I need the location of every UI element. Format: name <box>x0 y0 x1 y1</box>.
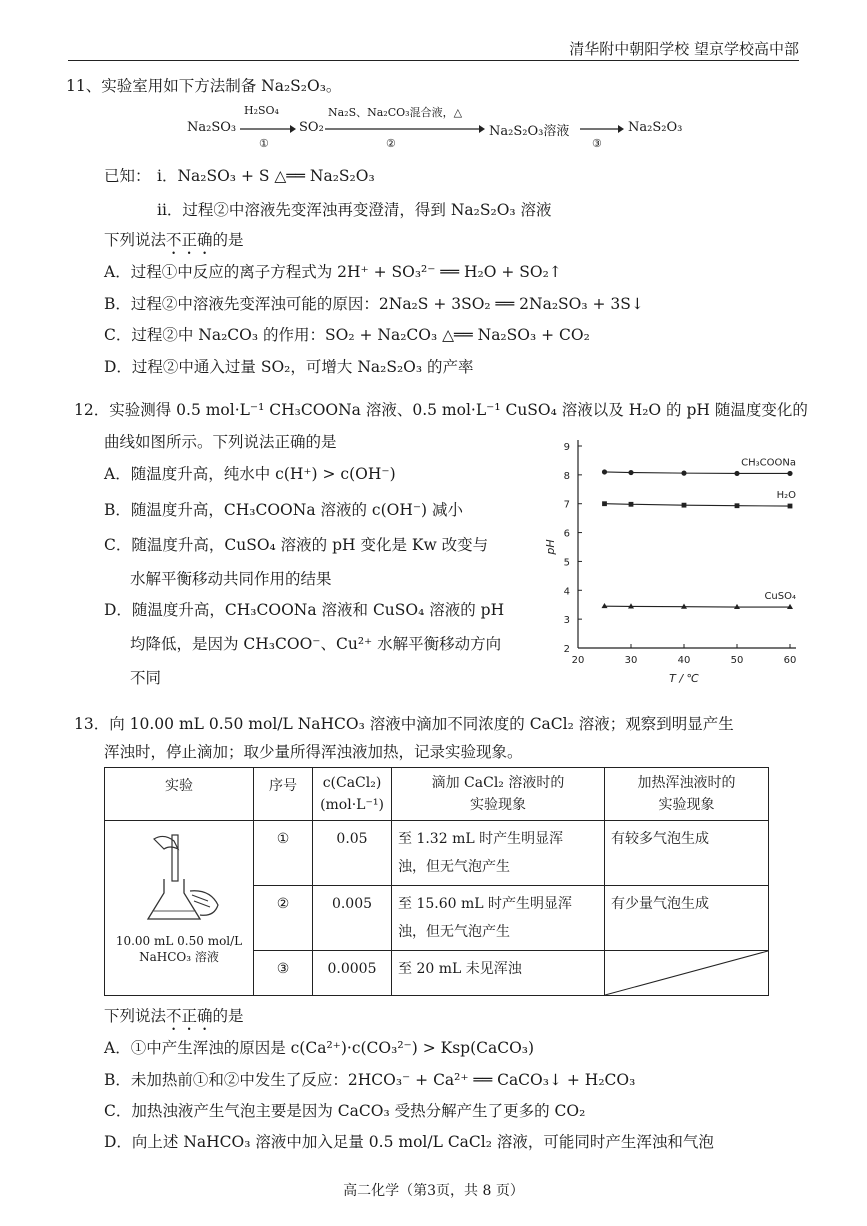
q12-option-c-line2: 水解平衡移动共同作用的结果 <box>130 570 332 588</box>
data-point <box>735 503 740 508</box>
row3-no: ③ <box>254 951 313 996</box>
flow-reagent2: Na₂S、Na₂CO₃混合液，△ <box>328 106 463 119</box>
y-axis-label: pH <box>544 539 557 555</box>
q13-option-d[interactable]: D．向上述 NaHCO₃ 溶液中加入足量 0.5 mol/L CaCl₂ 溶液，可能同时产生浑浊和气泡 <box>104 1133 714 1151</box>
flow-start: Na₂SO₃ <box>187 120 237 135</box>
y-tick-label: 2 <box>563 644 570 655</box>
x-tick-label: 40 <box>677 655 691 666</box>
data-point <box>681 604 687 609</box>
series-label: H₂O <box>776 490 796 502</box>
th-experiment: 实验 <box>105 768 254 821</box>
x-axis-label: T / ℃ <box>669 672 699 685</box>
row2-heat: 有少量气泡生成 <box>605 886 769 951</box>
data-point <box>734 604 740 609</box>
emphasis-not-correct-13: 不正确 <box>166 1007 213 1025</box>
q13-prompt: 下列说法不正确的是 <box>104 1007 244 1025</box>
y-tick-label: 5 <box>563 557 570 569</box>
q12-option-c[interactable] <box>104 533 488 555</box>
data-point <box>628 603 634 608</box>
q12-option-d-line2: 均降低，是因为 CH₃COO⁻、Cu²⁺ 水解平衡移动方向 <box>130 635 502 653</box>
emphasis-not-correct: 不正确 <box>166 231 213 249</box>
q11-option-d[interactable]: D．过程②中通入过量 SO₂，可增大 Na₂S₂O₃ 的产率 <box>104 358 474 376</box>
table-row <box>105 821 769 886</box>
data-point <box>628 470 633 475</box>
q11-stem: 11、实验室用如下方法制备 Na₂S₂O₃。 <box>66 77 342 95</box>
data-point <box>788 504 793 509</box>
q12-option-d[interactable] <box>104 598 504 620</box>
q11-prompt: 下列说法不正确的是 <box>104 231 244 249</box>
row1-conc: 0.05 <box>313 821 392 886</box>
row3-drop: 至 20 mL 未见浑浊 <box>392 951 605 996</box>
flow-step1: ① <box>259 137 269 150</box>
row1-drop: 至 1.32 mL 时产生明显浑 浊，但无气泡产生 <box>392 821 605 886</box>
x-tick-label: 60 <box>783 655 797 666</box>
q12-option-a[interactable]: A．随温度升高，纯水中 c(H⁺) > c(OH⁻) <box>104 465 396 483</box>
y-tick-label: 9 <box>563 442 570 453</box>
q13-stem-2: 浑浊时，停止滴加；取少量所得浑浊液加热，记录实验现象。 <box>104 743 523 761</box>
q12-option-b[interactable]: B．随温度升高，CH₃COONa 溶液的 c(OH⁻) 减小 <box>104 501 464 519</box>
y-tick-label: 6 <box>563 528 570 540</box>
q12-stem-1: 12．实验测得 0.5 mol·L⁻¹ CH₃COONa 溶液、0.5 mol·L⁻¹ CuSO₄ 溶液以及 H₂O 的 pH 随温度变化的 <box>74 401 808 419</box>
x-tick-label: 20 <box>571 655 585 666</box>
q13-option-c[interactable]: C．加热浊液产生气泡主要是因为 CaCO₃ 受热分解产生了更多的 CO₂ <box>104 1102 586 1120</box>
flow-end: Na₂S₂O₃ <box>628 120 683 135</box>
table-header-row <box>105 768 769 821</box>
th-number: 序号 <box>254 768 313 821</box>
flow-step2: ② <box>386 137 396 150</box>
row2-conc: 0.005 <box>313 886 392 951</box>
q12-option-d-line3: 不同 <box>130 669 162 687</box>
flow-arrow-2 <box>325 124 485 134</box>
series-label: CH₃COONa <box>741 457 796 469</box>
data-point <box>787 604 793 609</box>
flow-mid1: SO₂ <box>299 120 324 135</box>
th-concentration: c(CaCl₂) (mol·L⁻¹) <box>313 768 392 821</box>
data-point <box>734 471 739 476</box>
series-label: CuSO₄ <box>764 591 796 603</box>
ph-temperature-chart <box>540 428 810 690</box>
q12-option-d-line1: D．随温度升高，CH₃COONa 溶液和 CuSO₄ 溶液的 pH <box>104 601 505 619</box>
diagonal-slash <box>605 951 768 995</box>
apparatus-label-1: 10.00 mL 0.50 mol/L <box>115 934 243 948</box>
row2-drop: 至 15.60 mL 时产生明显浑 浊，但无气泡产生 <box>392 886 605 951</box>
apparatus-label-2: NaHCO₃ 溶液 <box>139 950 219 964</box>
y-tick-label: 7 <box>563 499 570 511</box>
q11-known-label: 已知： <box>104 167 151 185</box>
row1-no: ① <box>254 821 313 886</box>
flow-arrow-1 <box>240 124 296 134</box>
y-tick-label: 8 <box>563 470 570 482</box>
q13-option-b[interactable]: B．未加热前①和②中发生了反应：2HCO₃⁻ + Ca²⁺ ══ CaCO₃↓ + H₂CO₃ <box>104 1071 636 1089</box>
flow-reagent1: H₂SO₄ <box>244 104 279 117</box>
experiment-table <box>104 767 769 996</box>
q12-stem-2: 曲线如图所示。下列说法正确的是 <box>104 433 337 451</box>
data-point <box>602 603 608 608</box>
flow-mid2: Na₂S₂O₃溶液 <box>489 124 570 139</box>
dropper-flask-illustration <box>134 831 224 927</box>
data-point <box>602 469 607 474</box>
q11-option-c[interactable]: C．过程②中 Na₂CO₃ 的作用：SO₂ + Na₂CO₃ △══ Na₂SO₃ + CO₂ <box>104 326 590 344</box>
row3-conc: 0.0005 <box>313 951 392 996</box>
y-tick-label: 4 <box>563 586 570 598</box>
data-point <box>787 471 792 476</box>
q13-option-a[interactable]: A．①中产生浑浊的原因是 c(Ca²⁺)·c(CO₃²⁻) > Ksp(CaCO₃) <box>104 1039 535 1057</box>
row3-heat-empty <box>605 951 769 996</box>
y-tick-label: 3 <box>563 615 570 627</box>
x-tick-label: 30 <box>624 655 638 666</box>
header-divider <box>68 60 799 61</box>
row2-no: ② <box>254 886 313 951</box>
q11-option-a[interactable]: A．过程①中反应的离子方程式为 2H⁺ + SO₃²⁻ ══ H₂O + SO₂↑ <box>104 263 562 281</box>
th-drop-phenomenon: 滴加 CaCl₂ 溶液时的 实验现象 <box>392 768 605 821</box>
q13-stem-1: 13．向 10.00 mL 0.50 mol/L NaHCO₃ 溶液中滴加不同浓度的 CaCl₂ 溶液；观察到明显产生 <box>74 715 734 733</box>
q11-option-b[interactable]: B．过程②中溶液先变浑浊可能的原因：2Na₂S + 3SO₂ ══ 2Na₂SO₃ + 3S↓ <box>104 295 644 313</box>
data-point <box>682 503 687 508</box>
x-tick-label: 50 <box>730 655 744 666</box>
row1-heat: 有较多气泡生成 <box>605 821 769 886</box>
flow-arrow-3 <box>580 124 624 134</box>
apparatus-cell <box>105 821 254 996</box>
q11-known-i: i．Na₂SO₃ + S △══ Na₂S₂O₃ <box>157 167 375 185</box>
page-footer: 高二化学（第3页，共 8 页） <box>343 1183 524 1199</box>
q11-known-ii: ii．过程②中溶液先变浑浊再变澄清，得到 Na₂S₂O₃ 溶液 <box>157 201 552 219</box>
data-point <box>602 501 607 506</box>
data-point <box>681 471 686 476</box>
q12-option-c-line1: C．随温度升高，CuSO₄ 溶液的 pH 变化是 Kw 改变与 <box>104 536 489 554</box>
flow-step3: ③ <box>592 137 602 150</box>
header-school: 清华附中朝阳学校 望京学校高中部 <box>569 40 799 58</box>
th-heat-phenomenon: 加热浑浊液时的 实验现象 <box>605 768 769 821</box>
data-point <box>629 502 634 507</box>
